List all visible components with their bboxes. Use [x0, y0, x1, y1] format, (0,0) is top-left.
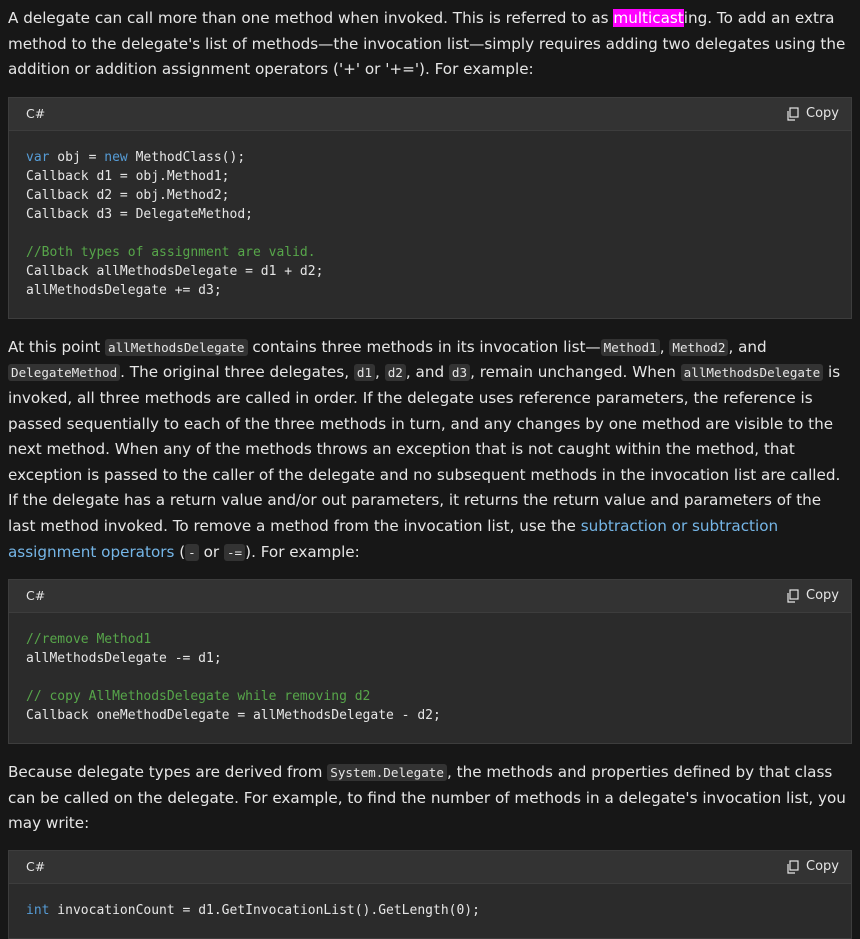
- code-line: Callback d1 = obj.Method1;: [26, 168, 230, 184]
- code-line: var obj = new MethodClass();: [26, 149, 246, 165]
- code-content: [9, 884, 851, 938]
- inline-code: -=: [224, 544, 245, 561]
- paragraph-system-delegate: Because delegate types are derived from System.Delegate , the methods and properties defined by that class can be called on the delegate. For example, to find the number of methods in a delegate's invocation list, you may write:: [8, 763, 846, 833]
- code-line: Callback oneMethodDelegate = allMethodsDelegate - d2;: [26, 708, 441, 724]
- code-line: Callback d3 = DelegateMethod;: [26, 206, 253, 222]
- subtraction-operators-link[interactable]: subtraction or subtraction assignment operators: [8, 516, 779, 561]
- inline-code: d3: [449, 364, 470, 381]
- code-block-1: [8, 97, 852, 319]
- code-block-header: [9, 580, 851, 613]
- copy-button[interactable]: [786, 101, 839, 127]
- code-comment: // copy AllMethodsDelegate while removing d2: [26, 689, 371, 705]
- inline-code: Method2: [669, 339, 728, 356]
- code-comment: //Both types of assignment are valid.: [26, 244, 316, 260]
- code-line: allMethodsDelegate += d3;: [26, 282, 222, 298]
- inline-code: -: [185, 544, 199, 561]
- inline-code: allMethodsDelegate: [681, 364, 823, 381]
- code-language-label: C#: [26, 859, 46, 875]
- text: A delegate can call more than one method when invoked. This is referred to as: [8, 9, 614, 27]
- code-language-label: C#: [26, 105, 46, 121]
- code-line-blank: [26, 224, 834, 243]
- code-block-header: [9, 98, 851, 131]
- copy-button[interactable]: [786, 583, 839, 609]
- inline-code: allMethodsDelegate: [105, 339, 247, 356]
- code-block-header: [9, 851, 851, 884]
- copy-button[interactable]: [786, 854, 839, 880]
- copy-icon: [786, 860, 800, 874]
- code-line: allMethodsDelegate -= d1;: [26, 651, 222, 667]
- code-content: [9, 131, 851, 318]
- paragraph-multicast: [8, 6, 852, 83]
- code-block-2: [8, 579, 852, 744]
- copy-label: Copy: [806, 588, 839, 604]
- inline-code: System.Delegate: [327, 764, 447, 781]
- code-line: int invocationCount = d1.GetInvocationList().GetLength(0);: [26, 902, 480, 918]
- copy-icon: [786, 107, 800, 121]
- code-content: [9, 613, 851, 743]
- code-comment: //remove Method1: [26, 632, 152, 648]
- inline-code: Method1: [601, 339, 660, 356]
- inline-code: d1: [354, 364, 375, 381]
- code-line: Callback allMethodsDelegate = d1 + d2;: [26, 263, 324, 279]
- inline-code: DelegateMethod: [8, 364, 120, 381]
- code-block-3: [8, 850, 852, 939]
- text: ing. To add an extra method to the delegate's list of methods—the invocation list—simply requires adding two delegates using the addition or addition assignment operators ('+' or '+='). For example:: [8, 9, 846, 79]
- search-highlight: multicast: [613, 9, 684, 27]
- copy-label: Copy: [806, 105, 839, 121]
- code-line: Callback d2 = obj.Method2;: [26, 187, 230, 203]
- code-line-blank: [26, 668, 834, 687]
- inline-code: d2: [385, 364, 406, 381]
- code-language-label: C#: [26, 588, 46, 604]
- paragraph-invocation-list: At this point allMethodsDelegate contains three methods in its invocation list— Method1 , Method2 , and DelegateMethod . The original three delegates, d1 , d2 , and d3 , remain unchanged. When allMethodsDelegate is invoked, all three methods are called in order. If the delegate uses reference parameters, the reference is passed sequentially to each of the three methods in turn, and any changes by one method are visible to the next method. When any of the methods throws an exception that is not caught within the method, that exception is passed to the caller of the delegate and no subsequent methods in the invocation list are called. If the delegate has a return value and/or out parameters, it returns the return value and parameters of the last method invoked. To remove a method from the invocation list, use the subtraction or subtraction assignment operators ( - or -= ). For example:: [8, 337, 841, 561]
- copy-label: Copy: [806, 859, 839, 875]
- copy-icon: [786, 589, 800, 603]
